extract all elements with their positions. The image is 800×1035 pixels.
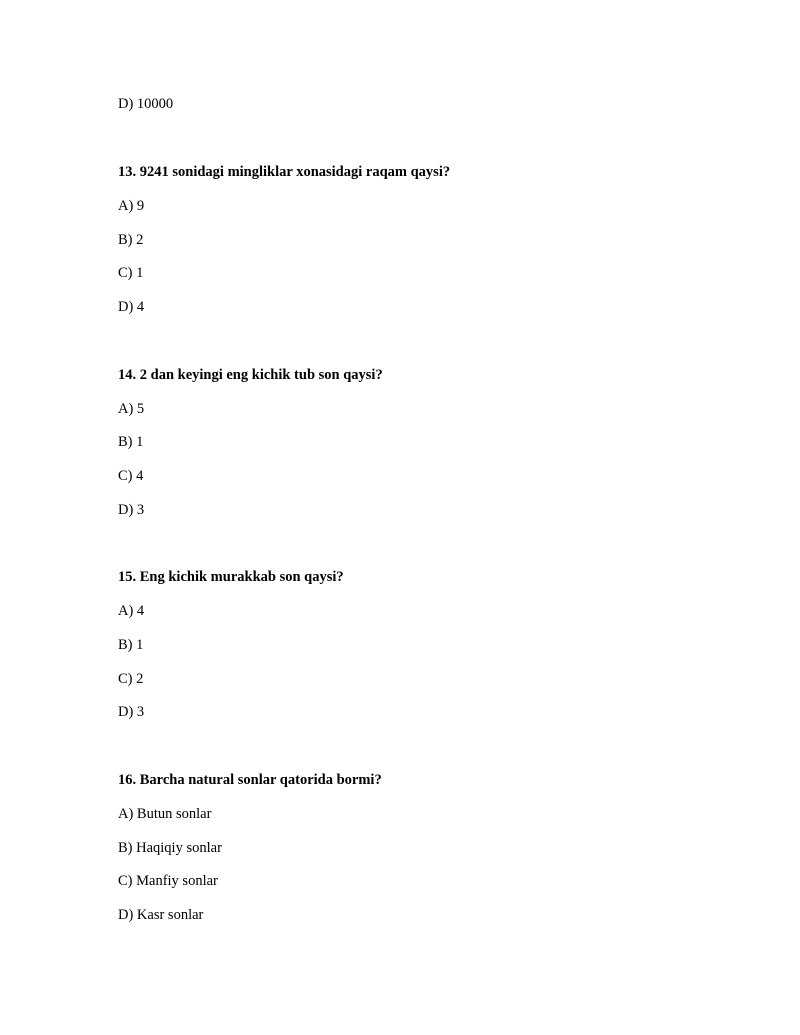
option-d-previous-question: D) 10000 (118, 96, 174, 112)
question-13-option-a: A) 9 (118, 198, 145, 214)
question-15-option-c: C) 2 (118, 671, 144, 687)
question-13-text: 13. 9241 sonidagi mingliklar xonasidagi raqam qaysi? (118, 164, 451, 180)
question-13-option-b: B) 2 (118, 232, 144, 248)
question-13-option-d: D) 4 (118, 299, 145, 315)
question-16-option-c: C) Manfiy sonlar (118, 873, 218, 889)
question-14-option-c: C) 4 (118, 468, 144, 484)
question-14-text: 14. 2 dan keyingi eng kichik tub son qaysi? (118, 367, 383, 383)
question-16-option-d: D) Kasr sonlar (118, 907, 204, 923)
question-14-option-b: B) 1 (118, 434, 144, 450)
question-14-option-d: D) 3 (118, 502, 145, 518)
question-15-text: 15. Eng kichik murakkab son qaysi? (118, 569, 344, 585)
question-16-text: 16. Barcha natural sonlar qatorida bormi? (118, 772, 382, 788)
question-14-option-a: A) 5 (118, 401, 145, 417)
question-16-option-b: B) Haqiqiy sonlar (118, 840, 222, 856)
question-13-option-c: C) 1 (118, 265, 144, 281)
question-15-option-d: D) 3 (118, 704, 145, 720)
question-16-option-a: A) Butun sonlar (118, 806, 212, 822)
question-15-option-b: B) 1 (118, 637, 144, 653)
question-15-option-a: A) 4 (118, 603, 145, 619)
